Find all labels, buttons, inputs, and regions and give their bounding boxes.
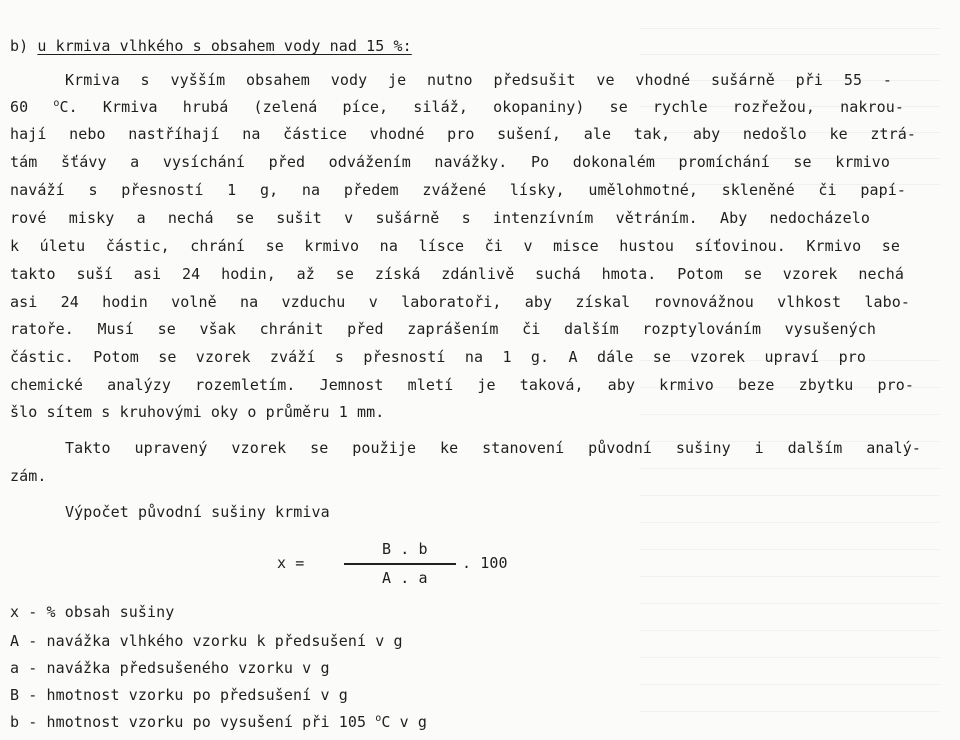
legend-a: a - navážka předsušeného vzorku v g [10, 659, 330, 677]
legend-b-end: C v g [381, 713, 428, 731]
formula-denominator: A . a [382, 569, 428, 587]
formula-lhs: x = [277, 554, 305, 572]
legend-b-start: b - hmotnost vzorku po vysušení při 105 [10, 713, 376, 731]
legend-x: x - % obsah sušiny [10, 603, 175, 621]
paragraph-1-line-5: naváží s přesností 1 g, na předem zvážené lísky, umělohmotné, skleněné či papí- [10, 181, 906, 199]
section-heading-text: u krmiva vlhkého s obsahem vody nad 15 %: [37, 37, 412, 55]
formula-numerator: B . b [382, 540, 428, 558]
legend-b [10, 712, 427, 732]
paragraph-1-line-11: částic. Potom se vzorek zváží s přesností na 1 g. A dále se vzorek upraví pro [10, 348, 866, 366]
paragraph-1-line-6: rové misky a nechá se sušit v sušárně s intenzívním větráním. Aby nedocházelo [10, 209, 870, 227]
paragraph-1-line-4: tám šťávy a vysíchání před odvážením navážky. Po dokonalém promíchání se krmivo [10, 153, 890, 171]
paragraph-1-line-3: hají nebo nastříhají na částice vhodné pro sušení, ale tak, aby nedošlo ke ztrá- [10, 125, 916, 143]
fraction-bar [344, 563, 456, 565]
legend-B: B - hmotnost vzorku po předsušení v g [10, 686, 348, 704]
paragraph-1-line-10: ratoře. Musí se však chránit před zaprášením či dalším rozptylováním vysušených [10, 320, 876, 338]
degree-symbol: o [53, 98, 60, 109]
formula-multiplier: . 100 [462, 554, 508, 572]
paragraph-1-line-7: k úletu částic, chrání se krmivo na lísce či v misce hustou síťovinou. Krmivo se [10, 237, 900, 255]
paragraph-1-line-1: Krmiva s vyšším obsahem vody je nutno předsušit ve vhodné sušárně při 55 - [65, 71, 892, 89]
paragraph-1-line-13: šlo sítem s kruhovými oky o průměru 1 mm. [10, 403, 385, 421]
paragraph-1-line-8: takto suší asi 24 hodin, až se získá zdánlivě suchá hmota. Potom se vzorek nechá [10, 265, 904, 283]
paragraph-2-line-1: Takto upravený vzorek se použije ke stanovení původní sušiny i dalším analý- [65, 439, 921, 457]
section-heading [10, 36, 412, 56]
legend-A: A - navážka vlhkého vzorku k předsušení v g [10, 632, 403, 650]
paragraph-1-line-9: asi 24 hodin volně na vzduchu v laboratoři, aby získal rovnovážnou vlhkost labo- [10, 293, 910, 311]
degree-symbol: o [375, 713, 382, 724]
paragraph-1-line-2 [10, 97, 904, 117]
bleed-through-text-lower [640, 360, 940, 730]
paragraph-1-line-12: chemické analýzy rozemletím. Jemnost mletí je taková, aby krmivo beze zbytku pro- [10, 376, 914, 394]
paragraph-1-line-2-start: 60 [10, 98, 54, 116]
paragraph-1-line-2-end: C. Krmiva hrubá (zelená píce, siláž, okopaniny) se rychle rozřežou, nakrou- [59, 98, 904, 116]
paragraph-2-line-2: zám. [10, 467, 47, 485]
section-heading-prefix: b) [10, 37, 38, 55]
formula-title: Výpočet původní sušiny krmiva [65, 503, 330, 521]
